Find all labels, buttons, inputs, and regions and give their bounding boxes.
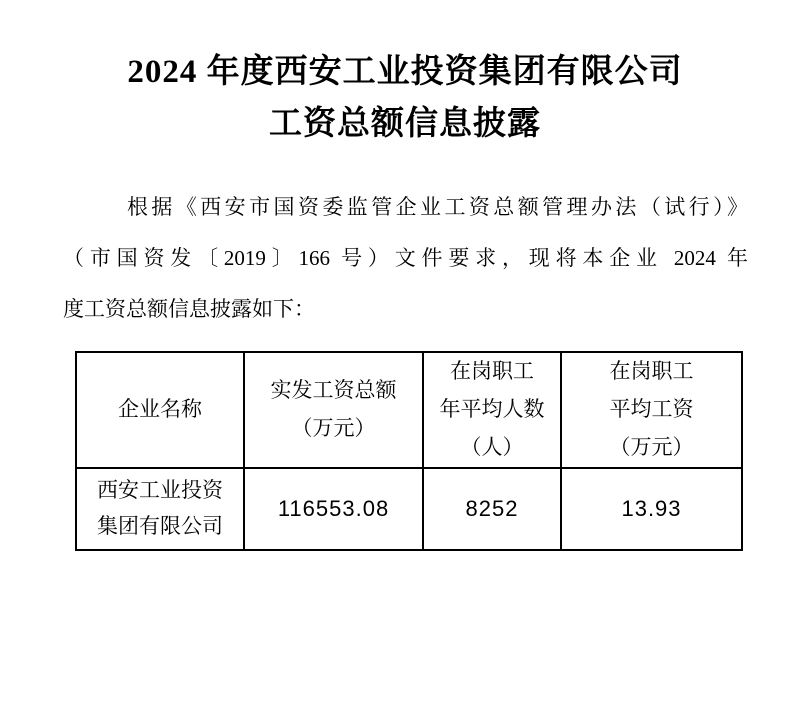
- header-avg-headcount-line-3: （人）: [460, 436, 524, 459]
- cell-avg-wage: 13.93: [561, 468, 742, 550]
- header-avg-headcount-line-2: 年平均人数: [439, 398, 545, 421]
- paragraph-line-1: 根据《西安市国资委监管企业工资总额管理办法（试行）》: [127, 195, 748, 219]
- table-row: [76, 468, 742, 550]
- intro-paragraph: [63, 182, 748, 335]
- header-company-name: [76, 352, 244, 468]
- header-avg-headcount-line-1: 在岗职工: [450, 360, 534, 383]
- header-company-name-label: 企业名称: [118, 398, 202, 421]
- header-total-wages-line-1: 实发工资总额: [270, 379, 397, 402]
- header-avg-headcount: [423, 352, 561, 468]
- paragraph-line-3: 度工资总额信息披露如下：: [63, 297, 315, 321]
- cell-company-name-line-2: 集团有限公司: [97, 515, 223, 538]
- header-avg-wage-line-2: 平均工资: [609, 398, 694, 421]
- title-line-1: 2024 年度西安工业投资集团有限公司: [127, 54, 683, 90]
- cell-company-name: [76, 468, 244, 550]
- cell-avg-headcount: 8252: [423, 468, 561, 550]
- header-avg-wage: [561, 352, 742, 468]
- header-avg-wage-line-1: 在岗职工: [609, 360, 694, 383]
- paragraph-line-2: （市国资发〔2019〕166 号）文件要求，现将本企业 2024 年: [63, 246, 748, 270]
- cell-company-name-line-1: 西安工业投资: [97, 479, 223, 502]
- header-avg-wage-line-3: （万元）: [609, 436, 694, 459]
- cell-total-wages: 116553.08: [244, 468, 423, 550]
- header-total-wages: [244, 352, 423, 468]
- document-page: [0, 46, 810, 715]
- title-line-2: 工资总额信息披露: [269, 106, 541, 142]
- header-total-wages-line-2: （万元）: [291, 417, 376, 440]
- wage-disclosure-table: [75, 351, 743, 551]
- table-header-row: [76, 352, 742, 468]
- document-title: [0, 46, 810, 150]
